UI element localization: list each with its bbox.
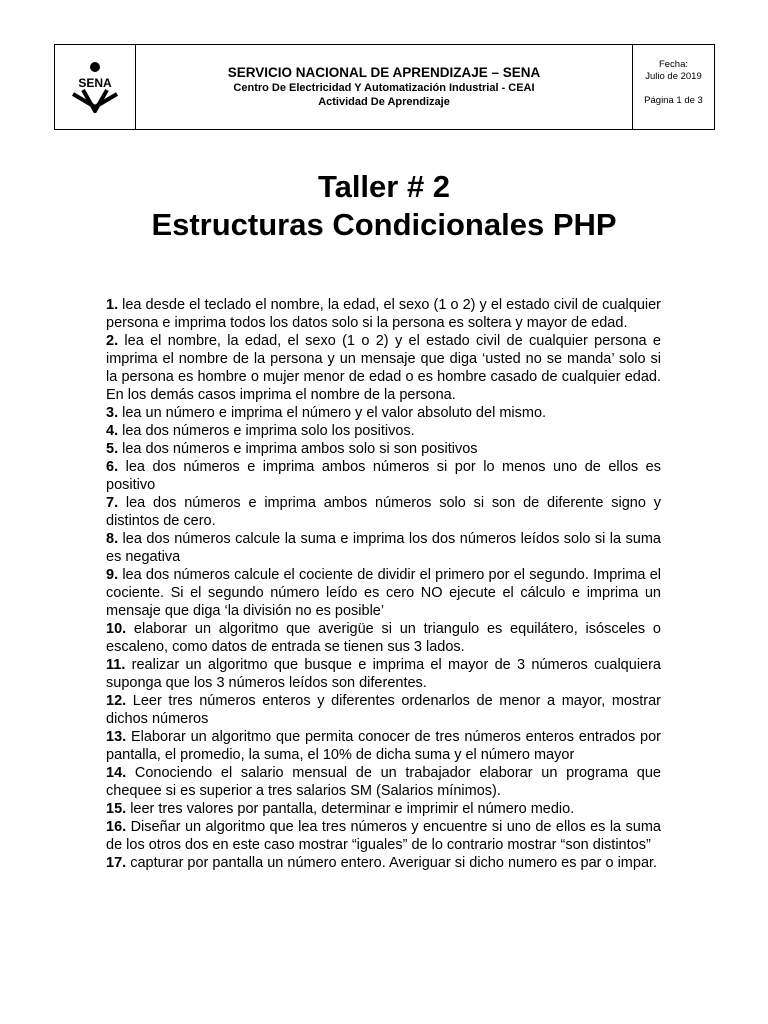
logo-cell [55,45,136,129]
exercise-number: 12. [106,693,127,709]
sena-logo-icon [67,61,123,113]
exercise-number: 2. [106,333,119,349]
exercise-item [106,530,661,566]
exercise-text: leer tres valores por pantalla, determinar e imprimir el número medio. [126,801,575,817]
exercise-item [106,422,661,440]
exercise-text: elaborar un algoritmo que averigüe si un triangulo es equilátero, isósceles o escaleno, como datos de entrada se tienen sus 3 lados. [106,621,661,655]
document-subtitle: Estructuras Condicionales PHP [151,207,617,242]
exercise-text: lea dos números e imprima solo los positivos. [118,423,415,439]
exercise-list [106,296,661,872]
exercise-item [106,620,661,656]
exercise-item [106,656,661,692]
header-subtitle-activity: Actividad De Aprendizaje [318,96,450,108]
exercise-number: 1. [106,297,119,313]
exercise-text: Diseñar un algoritmo que lea tres números y encuentre si uno de ellos es la suma de los otros dos en este caso mostrar “iguales” de lo contrario mostrar “son distintos” [106,819,661,853]
document-title: Taller # 2 [317,169,451,204]
exercise-text: lea dos números e imprima ambos solo si son positivos [118,441,478,457]
exercise-item [106,818,661,854]
exercise-item [106,692,661,728]
exercise-number: 14. [106,765,127,781]
date-value: Julio de 2019 [645,71,702,82]
exercise-number: 9. [106,567,119,583]
exercise-item [106,458,661,494]
header-title: SERVICIO NACIONAL DE APRENDIZAJE – SENA [227,65,541,80]
exercise-number: 5. [106,441,119,457]
svg-text:SENA: SENA [78,76,112,90]
date-label: Fecha: [658,59,689,70]
document-header [54,44,715,130]
exercise-item [106,728,661,764]
exercise-item [106,800,661,818]
exercise-number: 17. [106,855,127,871]
exercise-item [106,404,661,422]
exercise-text: realizar un algoritmo que busque e imprima el mayor de 3 números cualquiera suponga que los 3 números leídos son diferentes. [106,657,661,691]
header-date-cell [633,45,714,129]
page-number: Página 1 de 3 [644,95,703,106]
header-center [136,45,633,129]
exercise-number: 10. [106,621,127,637]
exercise-item [106,440,661,458]
exercise-text: Conociendo el salario mensual de un trabajador elaborar un programa que chequee si es superior a tres salarios SM (Salarios mínimos). [106,765,661,799]
exercise-text: lea dos números e imprima ambos números si por lo menos uno de ellos es positivo [106,459,661,493]
exercise-item [106,296,661,332]
exercise-text: lea dos números calcule la suma e imprima los dos números leídos solo si la suma es negativa [106,531,661,565]
exercise-number: 6. [106,459,119,475]
exercise-item [106,332,661,404]
exercise-number: 13. [106,729,127,745]
exercise-text: lea el nombre, la edad, el sexo (1 o 2) y el estado civil de cualquier persona e imprima el nombre de la persona y un mensaje que diga ‘usted no se manda’ solo si la persona es hombre o mujer menor de edad o es hombre casado de cualquier edad. En los demás casos imprima el nombre de la persona. [106,333,661,403]
exercise-item [106,566,661,620]
exercise-item [106,854,661,872]
exercise-text: lea dos números e imprima ambos números solo si son de diferente signo y distintos de cero. [106,495,661,529]
exercise-item [106,764,661,800]
exercise-text: lea dos números calcule el cociente de dividir el primero por el segundo. Imprima el cociente. Si el segundo número leído es cero NO ejecute el cálculo e imprima un mensaje que diga ‘la división no es posible’ [106,567,661,619]
header-subtitle-center: Centro De Electricidad Y Automatización Industrial - CEAI [233,82,535,94]
exercise-item [106,494,661,530]
exercise-number: 7. [106,495,119,511]
exercise-text: Elaborar un algoritmo que permita conocer de tres números enteros entrados por pantalla, el promedio, la suma, el 10% de dicha suma y el número mayor [106,729,661,763]
exercise-text: lea un número e imprima el número y el valor absoluto del mismo. [118,405,547,421]
exercise-number: 11. [106,657,126,673]
exercise-number: 16. [106,819,127,835]
exercise-number: 8. [106,531,119,547]
exercise-text: capturar por pantalla un número entero. Averiguar si dicho numero es par o impar. [126,855,658,871]
exercise-number: 15. [106,801,127,817]
exercise-text: lea desde el teclado el nombre, la edad, el sexo (1 o 2) y el estado civil de cualquier persona e imprima todos los datos solo si la persona es soltera y mayor de edad. [106,297,661,331]
exercise-text: Leer tres números enteros y diferentes ordenarlos de menor a mayor, mostrar dichos números [106,693,661,727]
exercise-number: 4. [106,423,119,439]
exercise-number: 3. [106,405,119,421]
